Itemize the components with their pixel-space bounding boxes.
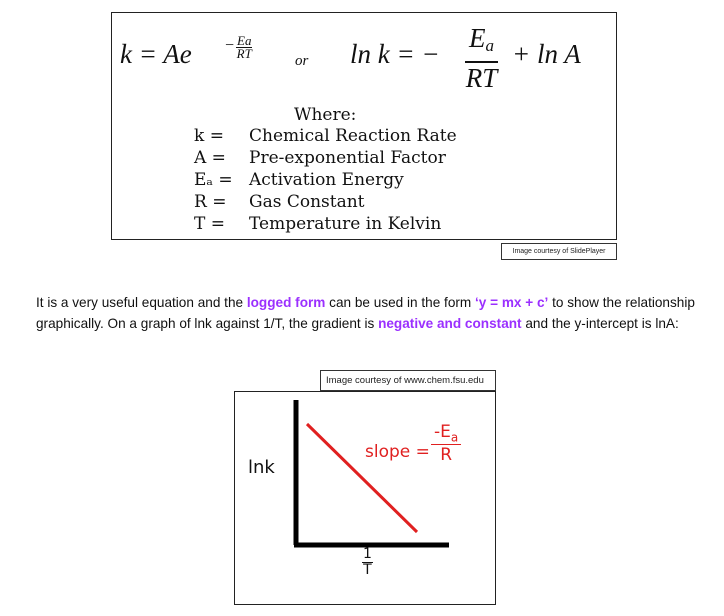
log-form-tail: + ln A: [512, 39, 581, 69]
exponent-numerator: Ea: [237, 33, 252, 48]
legend-symbol: T =: [194, 214, 225, 234]
equation-image: [111, 12, 617, 240]
legend-symbol: R =: [194, 192, 227, 212]
legend-symbol: k =: [194, 126, 224, 146]
legend-definition: Activation Energy: [249, 170, 404, 190]
paragraph-text: It is a very useful equation and the: [36, 294, 247, 310]
exponent-sign: −: [225, 37, 235, 54]
legend-definition: Pre-exponential Factor: [249, 148, 446, 168]
highlight-text: ‘y = mx + c’: [475, 294, 549, 310]
paragraph-text: to show the relationship graphically. On a graph of lnk against 1/T, the gradient is: [36, 294, 695, 331]
legend-definition: Gas Constant: [249, 192, 365, 212]
arrhenius-exponential-form: [120, 33, 252, 70]
slope-denominator: R: [440, 445, 453, 466]
arrhenius-plot: [234, 391, 496, 605]
slope-fraction: [431, 422, 461, 465]
log-fraction-denominator: RT: [465, 63, 498, 93]
legend-symbol: Eₐ =: [194, 170, 233, 190]
log-form-fraction: [465, 23, 498, 93]
frac-num-sub: a: [485, 36, 494, 55]
legend-definition: Chemical Reaction Rate: [249, 126, 457, 146]
legend-symbol: A =: [194, 148, 226, 168]
slope-label: slope =: [365, 442, 430, 462]
image-credit: Image courtesy of SlidePlayer: [501, 243, 617, 260]
log-fraction-numerator: [465, 23, 498, 63]
or-text: or: [295, 53, 309, 69]
y-axis-label: lnk: [248, 457, 275, 478]
equation-left-text: k = Ae: [120, 39, 192, 69]
x-axis-label: [362, 547, 373, 578]
paragraph-text: and the y-intercept is lnA:: [521, 315, 679, 331]
x-label-numerator: 1: [363, 546, 372, 562]
slope-num-sub: a: [450, 430, 459, 445]
highlight-text: negative and constant: [378, 315, 522, 331]
arrhenius-log-form: ln k = −: [350, 39, 440, 69]
paragraph-text: can be used in the form: [325, 294, 476, 310]
slope-line: [307, 424, 417, 532]
highlight-text: logged form: [246, 294, 326, 310]
exponent-fraction: [236, 35, 252, 60]
slope-numerator: [431, 422, 461, 445]
legend-heading: Where:: [294, 105, 357, 125]
exponent-denominator: RT: [236, 46, 252, 61]
slope-num-main: -E: [434, 422, 451, 442]
x-label-denominator: T: [363, 562, 372, 578]
graph-image-credit: Image courtesy of www.chem.fsu.edu: [320, 370, 496, 391]
frac-num-main: E: [469, 23, 486, 53]
body-paragraph: [36, 292, 696, 334]
legend-definition: Temperature in Kelvin: [249, 214, 442, 234]
